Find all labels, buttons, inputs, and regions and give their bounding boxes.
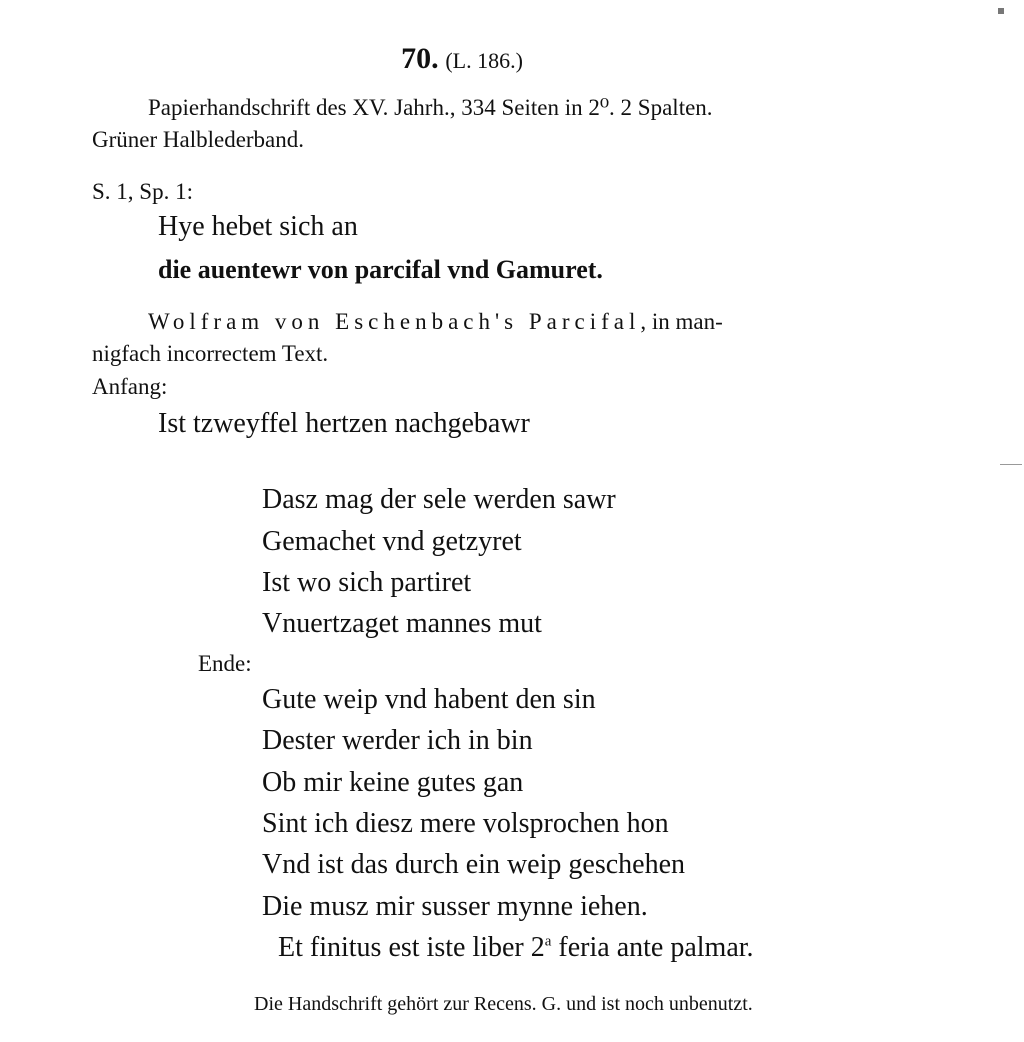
- work-title: Wolfram von Eschenbach's Parcifal: [148, 309, 641, 334]
- ending-line: Sint ich diesz mere volsprochen hon: [262, 808, 669, 839]
- description-line-2: Grüner Halblederband.: [92, 127, 305, 152]
- identification-rest: , in man-: [640, 309, 723, 334]
- colophon-line: [278, 934, 754, 962]
- identification-line-2: nigfach incorrectem Text.: [92, 341, 329, 366]
- beginning-label: Anfang:: [92, 374, 168, 399]
- colophon-text: Et finitus est iste liber 2: [278, 932, 545, 963]
- identification-line-1: [148, 310, 723, 333]
- margin-rule: [1000, 464, 1022, 465]
- description-line-1: Papierhandschrift des XV. Jahrh., 334 Seiten in 2⁰. 2 Spalten.: [148, 95, 713, 120]
- title-line-2: die auentewr von parcifal vnd Gamuret.: [158, 255, 603, 284]
- entry-number: 70.: [401, 42, 439, 75]
- beginning-line: Dasz mag der sele werden sawr: [262, 484, 616, 515]
- ending-line: Dester werder ich in bin: [262, 725, 533, 756]
- ending-line: Die musz mir susser mynne iehen.: [262, 891, 648, 922]
- beginning-line: Ist wo sich partiret: [262, 567, 472, 598]
- scan-artifact-mark: [998, 8, 1004, 14]
- title-line-1: Hye hebet sich an: [158, 211, 358, 242]
- beginning-line: Vnuertzaget mannes mut: [262, 608, 542, 639]
- ending-line: Gute weip vnd habent den sin: [262, 684, 596, 715]
- location-label: S. 1, Sp. 1:: [92, 179, 193, 204]
- entry-heading: [0, 44, 974, 74]
- closing-note: Die Handschrift gehört zur Recens. G. und ist noch unbenutzt.: [254, 993, 753, 1015]
- beginning-line: Ist tzweyffel hertzen nachgebawr: [158, 408, 530, 439]
- ending-line: Vnd ist das durch ein weip geschehen: [262, 849, 685, 880]
- colophon-text-end: feria ante palmar.: [551, 932, 754, 963]
- ending-line: Ob mir keine gutes gan: [262, 767, 524, 798]
- ending-label: Ende:: [198, 651, 252, 676]
- colophon-superscript: a: [544, 933, 552, 950]
- beginning-line: Gemachet vnd getzyret: [262, 526, 522, 557]
- entry-reference: (L. 186.): [445, 48, 523, 73]
